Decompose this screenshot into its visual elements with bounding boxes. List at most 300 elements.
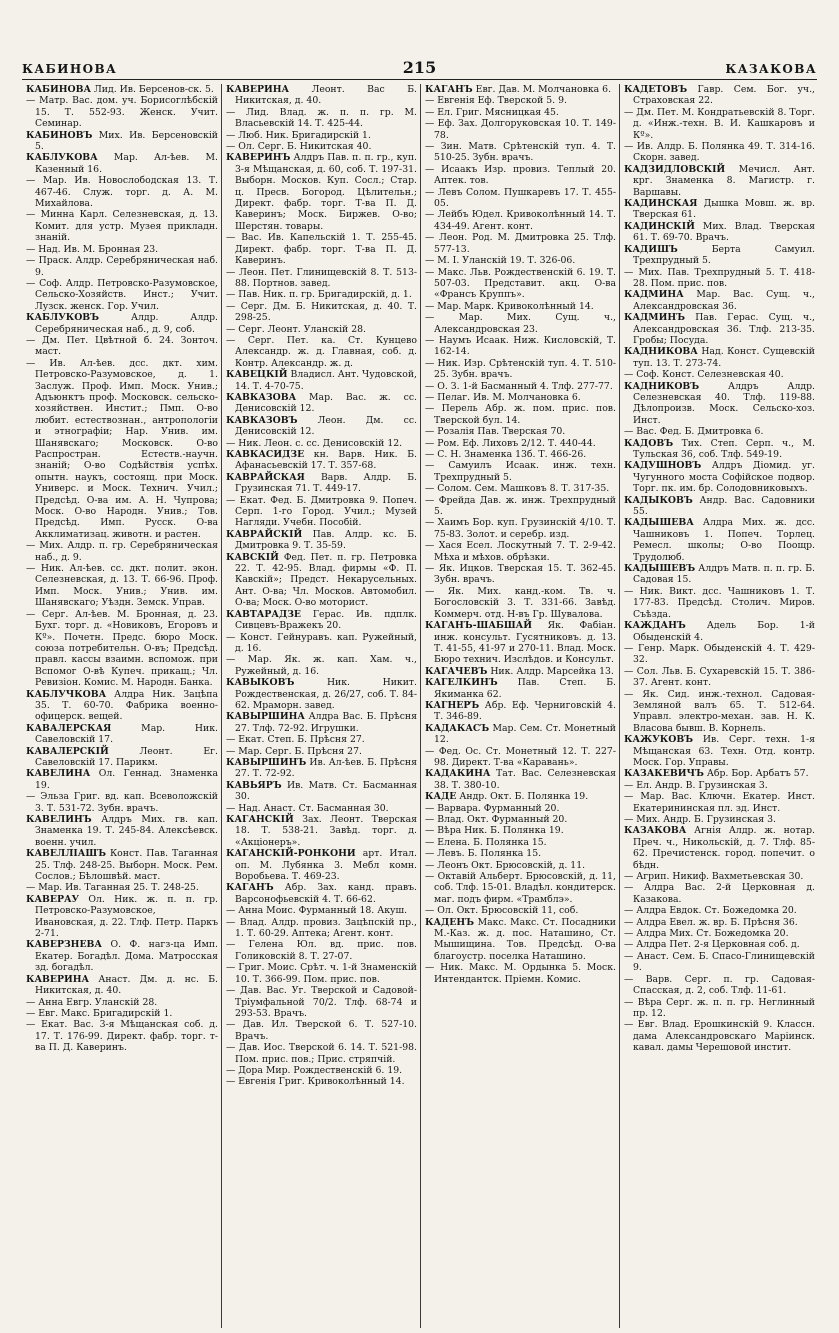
directory-entry bbox=[425, 403, 616, 426]
entry-surname: КАЖДАНЪ bbox=[624, 620, 686, 632]
entry-surname: КАВАЛЕРСКАЯ bbox=[26, 722, 112, 734]
directory-entry bbox=[624, 620, 815, 643]
entry-text: Зах. Леонт. Тверская 18. Т. 538-21. Завѣд. торг. д. «Акціонеръ». bbox=[235, 814, 417, 848]
directory-entry bbox=[26, 768, 218, 791]
directory-entry bbox=[425, 267, 616, 301]
entry-text: — Алдра Вас. 2-й Церковная д. Казакова. bbox=[624, 882, 815, 905]
entry-text: — Наумъ Исаак. Ниж. Кисловскій, Т. 162-14. bbox=[425, 334, 616, 358]
directory-entry bbox=[624, 871, 815, 882]
entry-surname: КАВТАРАДЗЕ bbox=[226, 608, 301, 620]
entry-surname: КАДАКАСЪ bbox=[425, 722, 490, 734]
directory-entry bbox=[226, 609, 417, 632]
entry-text: — Ел. Андр. В. Грузинская 3. bbox=[624, 779, 768, 791]
entry-text: Мар. Вас. Сущ. ч., Александровская 36. bbox=[633, 289, 815, 312]
entry-text: Алдра Ник. Зацѣпа 35. Т. 60-70. Фабрика военно-офицерск. вещей. bbox=[35, 688, 218, 723]
entry-surname: КАДНИКОВЪ bbox=[624, 380, 700, 392]
directory-entry bbox=[624, 312, 815, 346]
entry-text: Ив. Ал-ѣев. Б. Прѣсня 27. Т. 72-92. bbox=[235, 756, 417, 780]
directory-entry bbox=[624, 825, 815, 871]
entry-text: Абр. Еф. Черниговскій 4. Т. 346-89. bbox=[434, 699, 616, 723]
entry-text: Як. Фабіан. инж. консульт. Гусятниковъ. д. 13. Т. 41-55, 41-97 и 270-11. Влад. Моск. Бюро технич. Изслѣдов. и Консульт. bbox=[434, 620, 616, 666]
directory-entry bbox=[624, 198, 815, 221]
directory-entry bbox=[624, 780, 815, 791]
entry-text: О. Ф. нагз-ца Имп. Екатер. Богадѣл. Дома. Матросская зд. богадѣл. bbox=[35, 939, 218, 974]
entry-surname: КАВЕЦКІЙ bbox=[226, 369, 288, 381]
entry-text: — Елена. Б. Полянка 15. bbox=[425, 836, 547, 848]
entry-text: — Хася Есел. Лоскутный 7. Т. 2-9-42. Мѣха и мѣхов. обрѣзки. bbox=[425, 540, 616, 563]
entry-text: — Дм. Пет. Цвѣтной б. 24. Зонточ. маст. bbox=[26, 334, 218, 358]
directory-entry bbox=[226, 814, 417, 848]
directory-entry bbox=[226, 438, 417, 449]
entry-text: Алдръ Алдр. Селезневская 40. Тлф. 119-88. Дѣлопроизв. Моск. Сельско-хоз. Инст. bbox=[633, 380, 815, 426]
entry-text: — Анаст. Сем. Б. Спасо-Глинищевскій 9. bbox=[624, 950, 815, 974]
directory-entry bbox=[226, 757, 417, 780]
entry-surname: КАДМИНЪ bbox=[624, 312, 686, 324]
directory-entry bbox=[624, 107, 815, 141]
directory-entry bbox=[226, 746, 417, 757]
entry-surname: КАГАНСКІЙ-РОНКОНИ bbox=[226, 848, 356, 860]
entry-text: Евг. Дав. М. Молчановка 6. bbox=[472, 84, 612, 95]
directory-entry bbox=[624, 267, 815, 290]
entry-text: — Серг. Дм. Б. Никитская, д. 40. Т. 298-25. bbox=[226, 300, 417, 324]
entry-text: — Лейбъ Юдел. Кривоколѣнный 14. Т. 434-49. Агент. конт. bbox=[425, 209, 616, 232]
directory-entry bbox=[624, 141, 815, 164]
entry-text: Ник. Алдр. Марсейка 13. bbox=[487, 665, 614, 677]
directory-entry bbox=[425, 84, 616, 95]
entry-text: — Розалія Пав. Тверская 70. bbox=[425, 426, 566, 438]
directory-entry bbox=[26, 723, 218, 746]
directory-entry bbox=[226, 1042, 417, 1065]
directory-entry bbox=[425, 860, 616, 871]
directory-entry bbox=[26, 1019, 218, 1053]
directory-entry bbox=[425, 209, 616, 232]
directory-entry bbox=[226, 107, 417, 130]
directory-entry bbox=[26, 1008, 218, 1019]
entry-text: — Вѣра Ник. Б. Полянка 19. bbox=[425, 825, 564, 837]
directory-entry bbox=[425, 118, 616, 141]
column-2 bbox=[221, 84, 420, 1328]
directory-entry bbox=[226, 882, 417, 905]
entry-surname: КАГАЧЕВЪ bbox=[425, 665, 488, 677]
entry-text: — Серг. Ал-ѣев. М. Бронная, д. 23. Бухг. торг. д. «Новиковъ, Егоровъ и Кº». Почетн. Предс. бюро Моск. союза потребительн. О-въ; Предсѣд. правл. кассы взаимн. вспомож. при Вспомог О-вѣ Купеч. прикащ.; Чл. Ревизіон. Комис. М. Народн. Банка. bbox=[26, 608, 218, 689]
header-first-entry: КАБИНОВА bbox=[22, 62, 118, 76]
entry-text: — Леонъ Окт. Брюсовскій, д. 11. bbox=[425, 859, 586, 871]
directory-entry bbox=[425, 426, 616, 437]
entry-text: — Екат. Фед. Б. Дмитровка 9. Попеч. Серп. 1-го Город. Учил.; Музей Нагляди. Учебн. Пособій. bbox=[226, 494, 417, 529]
header-last-entry: КАЗАКОВА bbox=[725, 62, 817, 76]
directory-entry bbox=[425, 141, 616, 164]
directory-entry bbox=[425, 723, 616, 746]
entry-text: — Алдра Пет. 2-я Церковная соб. д. bbox=[624, 939, 800, 951]
column-4 bbox=[619, 84, 818, 1328]
directory-entry bbox=[226, 734, 417, 745]
entry-surname: КАДЫШЕВЪ bbox=[624, 563, 696, 575]
entry-text: — Лид. Влад. ж. п. п. гр. М. Власьевскій 14. Т. 425-44. bbox=[226, 106, 417, 130]
entry-surname: КАВРАЙСКІЙ bbox=[226, 528, 303, 540]
directory-entry bbox=[26, 791, 218, 814]
entry-text: Алдръ Матв. п. п. гр. Б. Садовая 15. bbox=[633, 563, 815, 586]
entry-text: — Евгенія Григ. Кривоколѣнный 14. bbox=[226, 1076, 405, 1088]
directory-entry bbox=[226, 803, 417, 814]
directory-entry bbox=[624, 928, 815, 939]
directory-entry bbox=[226, 289, 417, 300]
directory-entry bbox=[624, 951, 815, 974]
entry-text: — Влад. Окт. Фурманный 20. bbox=[425, 814, 568, 825]
directory-entry bbox=[26, 894, 218, 940]
directory-entry bbox=[425, 666, 616, 677]
entry-text: Фед. Пет. п. гр. Петровка 22. Т. 42-95. Влад. фирмы «Ф. П. Кавскій»; Предст. Некарусельных. Ант. О-ва; Чл. Москов. Автомобил. О-ва; Моск. О-во моторист. bbox=[235, 551, 417, 609]
header-rule bbox=[22, 79, 817, 80]
entry-text: — Як. Мих. канд.-ком. Тв. ч. Богословскій 3. Т. 331-66. Завѣд. Коммерч. отд. Н-въ Гр. Шувалова. bbox=[425, 585, 616, 620]
directory-entry bbox=[226, 905, 417, 916]
directory-entry bbox=[226, 654, 417, 677]
entry-surname: КАВЕЛИНА bbox=[26, 768, 91, 780]
entry-surname: КАВЕРИНА bbox=[226, 84, 290, 95]
entry-text: — Екат. Степ. Б. Прѣсня 27. bbox=[226, 734, 365, 746]
entry-surname: КАВЕРАУ bbox=[26, 893, 80, 905]
entry-text: Гавр. Сем. Бог. уч., Страховская 22. bbox=[633, 84, 815, 107]
entry-text: Алдра Вас. Б. Прѣсня 27. Тлф. 72-92. Игрушки. bbox=[235, 711, 417, 734]
directory-entry bbox=[226, 495, 417, 529]
entry-text: Леон. Дм. сс. Денисовскій 12. bbox=[235, 414, 417, 438]
directory-entry bbox=[425, 917, 616, 963]
entry-text: — Агрип. Никиф. Вахметьевская 30. bbox=[624, 871, 804, 883]
directory-entry bbox=[226, 1065, 417, 1076]
entry-text: — Алдра Мих. Ст. Божедомка 20. bbox=[624, 928, 789, 940]
entry-text: — Вѣра Серг. ж. п. п. гр. Неглинный пр. 12. bbox=[624, 996, 815, 1019]
entry-text: Варв. Алдр. Б. Грузинская 71. Т. 449-17. bbox=[235, 471, 417, 495]
directory-entry bbox=[425, 563, 616, 586]
directory-entry bbox=[624, 643, 815, 666]
directory-entry bbox=[425, 255, 616, 266]
directory-entry bbox=[226, 324, 417, 335]
entry-text: — Мар. Ив. Новослободская 13. Т. 467-46. Служ. торг. д. А. М. Михайлова. bbox=[26, 175, 218, 210]
directory-entry bbox=[425, 791, 616, 802]
entry-surname: КАВРАЙСКАЯ bbox=[226, 471, 305, 483]
directory-entry bbox=[624, 905, 815, 916]
entry-text: Алдра Мих. ж. дсс. Чашниковъ 1. Попеч. Торлец. Ремесл. школы; О-во Поощр. Трудолюб. bbox=[633, 517, 815, 563]
entry-text: Берта Самуил. Трехпрудный 5. bbox=[633, 243, 815, 267]
entry-text: Агнія Алдр. ж. нотар. Преч. ч., Никольскій, д. 7. Тлф. 85-62. Пречистенск. город. попечит. о бѣдн. bbox=[633, 825, 815, 871]
directory-entry bbox=[624, 689, 815, 735]
entry-text: Леонт. Вас Б. Никитская, д. 40. bbox=[235, 84, 417, 107]
directory-entry bbox=[425, 107, 616, 118]
entry-text: Андр. Окт. Б. Полянка 19. bbox=[456, 791, 589, 803]
entry-text: Абр. Зах. канд. правъ. Варсонофьевскій 4. Т. 66-62. bbox=[235, 882, 417, 905]
directory-entry bbox=[624, 164, 815, 198]
entry-text: — Мар. Мих. Сущ. ч., Александровская 23. bbox=[425, 312, 616, 335]
entry-text: кн. Варв. Ник. Б. Афанасьевскій 17. Т. 357-68. bbox=[235, 449, 417, 472]
entry-surname: КАДЗИДЛОВСКІЙ bbox=[624, 163, 726, 175]
directory-entry bbox=[624, 917, 815, 928]
directory-entry bbox=[226, 84, 417, 107]
entry-text: Пав. Герас. Сущ. ч., Александровская 36. Тлф. 213-35. Гробы; Посуда. bbox=[633, 312, 815, 346]
directory-entry bbox=[624, 882, 815, 905]
entry-text: — Соф. Алдр. Петровско-Разумовское, Сельско-Хозяйств. Инст.; Учит. Лузск. женск. Гор. Учил. bbox=[26, 277, 218, 312]
entry-text: — Евгенія Еф. Тверской 5. 9. bbox=[425, 95, 567, 107]
entry-text: — Самуилъ Исаак. инж. техн. Трехпрудный 5. bbox=[425, 460, 616, 483]
entry-text: — Дора Мир. Рождественскій 6. 19. bbox=[226, 1064, 403, 1076]
entry-text: — Алдра Евел. ж. вр. Б. Прѣсня 36. bbox=[624, 916, 798, 928]
entry-surname: КАВСКІЙ bbox=[226, 551, 279, 563]
directory-entry bbox=[226, 301, 417, 324]
directory-entry bbox=[26, 689, 218, 723]
directory-entry bbox=[226, 780, 417, 803]
entry-surname: КАВКАСИДЗЕ bbox=[226, 449, 305, 460]
entry-text: Алдръ Діомид. уг. Чугунного моста Софійское подвор. Торг. пк. им. бр. Солодовниковыхъ. bbox=[633, 460, 815, 495]
entry-text: — Мар. Вас. Ключн. Екатер. Инст. Екатерининская пл. зд. Инст. bbox=[624, 791, 815, 814]
directory-entry bbox=[26, 278, 218, 312]
entry-text: — Пав. Ник. п. гр. Бригадирскій, д. 1. bbox=[226, 289, 412, 301]
entry-text: — Праск. Алдр. Серебряническая наб. 9. bbox=[26, 255, 218, 278]
entry-text: Ив. Серг. техн. 1-я Мѣщанская 63. Техн. Отд. контр. Моск. Гор. Управы. bbox=[633, 734, 815, 768]
directory-entry bbox=[26, 563, 218, 609]
directory-entry bbox=[425, 905, 616, 916]
entry-text: Ник. Никит. Рождественская, д. 26/27, соб. Т. 84-62. Мраморн. завед. bbox=[235, 677, 417, 711]
directory-entry bbox=[624, 997, 815, 1020]
directory-entry bbox=[226, 335, 417, 369]
entry-text: — Ник. Ал-ѣев. сс. дкт. полит. экон. Селезневская, д. 13. Т. 66-96. Проф. Имп. Моск. Унив.; Унив. им. Шанявскаго; Уѣздн. Земск. Управ. bbox=[26, 563, 218, 609]
entry-text: — Влад. Алдр. провиз. Зацѣпскій пр., 1. Т. 60-29. Аптека; Агент. конт. bbox=[226, 916, 417, 940]
entry-surname: КАДЫКОВЪ bbox=[624, 494, 693, 506]
entry-surname: КАВЬЯРЪ bbox=[226, 779, 282, 791]
directory-entry bbox=[226, 1019, 417, 1042]
entry-text: — Мих. Алдр. п. гр. Серебряническая наб., д. 9. bbox=[26, 540, 218, 563]
entry-surname: КАДМИНА bbox=[624, 289, 684, 301]
directory-entry bbox=[425, 312, 616, 335]
entry-text: — Дм. Пет. М. Кондратьевскій 8. Торг. д. «Инж.-техн. В. И. Кашкаровъ и Кº». bbox=[624, 106, 815, 141]
directory-entry bbox=[425, 495, 616, 518]
entry-text: — Эльза Григ. вд. кап. Всеволожскій 3. Т. 531-72. Зубн. врачъ. bbox=[26, 791, 218, 814]
entry-text: — Ник. Макс. М. Ордынка 5. Моск. Интендантск. Пріемн. Комис. bbox=[425, 962, 616, 985]
directory-entry bbox=[26, 244, 218, 255]
directory-entry bbox=[425, 871, 616, 905]
directory-entry bbox=[425, 164, 616, 187]
entry-text: Ол. Геннад. Знаменка 19. bbox=[35, 768, 218, 791]
directory-entry bbox=[26, 312, 218, 335]
entry-text: — Ник. Изр. Срѣтенскій туп. 4. Т. 510-25. Зубн. врачъ. bbox=[425, 357, 616, 381]
entry-surname: КАДИНСКАЯ bbox=[624, 198, 698, 210]
entry-surname: КАВАЛЕРСКІЙ bbox=[26, 745, 109, 757]
entry-surname: КАВКАЗОВА bbox=[226, 391, 297, 403]
directory-entry bbox=[26, 84, 218, 95]
entry-text: — Григ. Моис. Срѣт. ч. 1-й Знаменскій 10. Т. 366-99. Пом. прис. пов. bbox=[226, 962, 417, 985]
entry-text: — Вас. Фед. Б. Дмитровка 6. bbox=[624, 426, 764, 438]
directory-entry bbox=[226, 711, 417, 734]
entry-text: — Матр. Вас. дом. уч. Борисоглѣбскій 15. Т. 552-93. Женск. Учит. Семинар. bbox=[26, 95, 218, 130]
directory-entry bbox=[425, 460, 616, 483]
entry-surname: КАВКАЗОВЪ bbox=[226, 414, 298, 426]
directory-entry bbox=[624, 460, 815, 494]
directory-entry bbox=[624, 666, 815, 689]
entry-text: — Серг. Пет. ка. Ст. Кунцево Александр. ж. д. Главная, соб. д. Контр. Александр. ж. д. bbox=[226, 334, 417, 369]
directory-entry bbox=[26, 882, 218, 893]
entry-surname: КАГАНЪ-ШАБШАЙ bbox=[425, 620, 533, 632]
entry-text: — Над. Ив. М. Бронная 23. bbox=[26, 243, 159, 255]
entry-surname: КАДНИКОВА bbox=[624, 346, 698, 358]
entry-text: Мар. Вас. ж. сс. Денисовскій 12. bbox=[235, 391, 417, 415]
directory-entry bbox=[26, 130, 218, 153]
entry-text: Андр. Вас. Садовники 55. bbox=[633, 494, 815, 518]
directory-entry bbox=[26, 335, 218, 358]
directory-entry bbox=[226, 449, 417, 472]
entry-text: — Дав. Вас. Уг. Тверской и Садовой-Тріумфальной 70/2. Тлф. 68-74 и 293-53. Врачъ. bbox=[226, 985, 417, 1019]
entry-text: Владисл. Ант. Чудовской, 14. Т. 4-70-75. bbox=[235, 369, 417, 392]
directory-entry bbox=[425, 746, 616, 769]
entry-text: — Над. Анаст. Ст. Басманная 30. bbox=[226, 802, 389, 814]
entry-surname: КАВЕЛЛІАШЪ bbox=[26, 848, 107, 860]
directory-entry bbox=[226, 848, 417, 882]
entry-text: Тих. Степ. Серп. ч., М. Тульская 36, соб. Тлф. 549-19. bbox=[633, 437, 815, 460]
directory-entry bbox=[226, 232, 417, 266]
directory-entry bbox=[226, 1076, 417, 1087]
entry-text: — Серг. Леонт. Уланскій 28. bbox=[226, 323, 366, 335]
directory-entry bbox=[624, 346, 815, 369]
entry-text: — Ел. Григ. Мясницкая 45. bbox=[425, 106, 559, 118]
directory-entry bbox=[624, 244, 815, 267]
directory-entry bbox=[425, 620, 616, 666]
directory-entry bbox=[226, 267, 417, 290]
directory-entry bbox=[226, 415, 417, 438]
entry-text: — Исаакъ Изр. провиз. Теплый 20. Аптек. тов. bbox=[425, 163, 616, 187]
directory-entry bbox=[226, 962, 417, 985]
entry-surname: КАДЕНЪ bbox=[425, 916, 475, 928]
entry-surname: КАДУШНОВЪ bbox=[624, 460, 702, 472]
column-1 bbox=[22, 84, 221, 1328]
entry-surname: КАЗАКЕВИЧЪ bbox=[624, 768, 704, 780]
directory-entry bbox=[425, 95, 616, 106]
directory-entry bbox=[425, 848, 616, 859]
entry-text: — Ник. Викт. дсс. Чашниковъ 1. Т. 177-83. Предсѣд. Столич. Миров. Съѣзда. bbox=[624, 585, 815, 620]
entry-text: Мих. Влад. Тверская 61. Т. 69-70. Врачъ. bbox=[633, 220, 815, 244]
directory-entry bbox=[226, 369, 417, 392]
directory-entry bbox=[425, 837, 616, 848]
directory-entry bbox=[226, 152, 417, 232]
entry-surname: КАВЫРШИНЪ bbox=[226, 756, 307, 768]
entry-text: — Еф. Зах. Долгоруковская 10. Т. 149-78. bbox=[425, 118, 616, 141]
entry-text: — Фрейда Дав. ж. инж. Трехпрудный 5. bbox=[425, 494, 616, 518]
entry-text: — С. Н. Знаменка 13б. Т. 466-26. bbox=[425, 449, 587, 460]
entry-text: — Гелена Юл. вд. прис. пов. Голиковскій 8. Т. 27-07. bbox=[226, 939, 417, 962]
entry-text: — Макс. Льв. Рождественскій 6. 19. Т. 507-03. Представит. акц. О-ва «Франсъ Круппъ». bbox=[425, 266, 616, 301]
entry-text: — Мар. Серг. Б. Прѣсня 27. bbox=[226, 745, 362, 757]
directory-entry bbox=[26, 848, 218, 882]
directory-entry bbox=[26, 939, 218, 973]
entry-text: — Алдра Евдок. Ст. Божедомка 20. bbox=[624, 905, 797, 917]
entry-surname: КАВЫРШИНА bbox=[226, 711, 305, 723]
entry-text: — Мих. Пав. Трехпрудный 5. Т. 418-28. Пом. прис. пов. bbox=[624, 266, 815, 289]
entry-text: — Минна Карл. Селезневская, д. 13. Комит. для устр. Музея прикладн. знаній. bbox=[26, 209, 218, 244]
directory-entry bbox=[26, 814, 218, 848]
entry-text: — Як. Сид. инж.-технол. Садовая-Земляной валъ 65. Т. 512-64. Управл. электро-механ. зав. Н. К. Власова бывш. В. Корнель. bbox=[624, 688, 815, 734]
directory-entry bbox=[226, 917, 417, 940]
entry-text: Лид. Ив. Берсенов-ск. 5. bbox=[91, 84, 214, 95]
directory-entry bbox=[624, 563, 815, 586]
entry-text: — Мар. Марк. Кривоколѣнный 14. bbox=[425, 300, 594, 312]
directory-entry bbox=[425, 803, 616, 814]
entry-surname: КАДЫШЕВА bbox=[624, 517, 694, 529]
column-3 bbox=[420, 84, 619, 1328]
directory-entry bbox=[624, 791, 815, 814]
directory-entry bbox=[26, 358, 218, 541]
entry-text: — Ив. Ал-ѣев. дсс. дкт. хим. Петровско-Разумовское, д. 1. Заслуж. Проф. Имп. Моск. Унив.; Адъюнктъ проф. Московск. сельско-хозяйствен. Инстит.; Пмп. О-во любит. естествознан., антропологіи и этнографіи; Нар. Унив. им. Шанявскаго; Московск. О-во Распростран. Естеств.-научн. знаній; О-во Содѣйствія успѣх. опытн. наукъ, состоящ. при Моск. Универс. и Моск. Технич. Учил.; Предсѣд. О-ва им. А. Н. Чупрова; Моск. О-во Народн. Унив.; Тов. Предсѣд. Имп. Русск. О-ва Акклиматизац. животн. и растен. bbox=[26, 357, 218, 540]
entry-text: — Вас. Ив. Капельскій 1. Т. 255-45. Директ. фабр. торг. Т-ва П. Д. Каверинъ. bbox=[226, 232, 417, 267]
directory-entry bbox=[425, 392, 616, 403]
directory-entry bbox=[624, 768, 815, 779]
directory-entry bbox=[624, 517, 815, 563]
directory-entry bbox=[624, 734, 815, 768]
entry-text: Мар. Сем. Ст. Монетный 12. bbox=[434, 722, 616, 746]
entry-text: Леонт. Ег. Савеловскій 17. Парикм. bbox=[35, 745, 218, 768]
directory-entry bbox=[226, 985, 417, 1019]
directory-entry bbox=[624, 84, 815, 107]
entry-text: — Левъ Солом. Пушкаревъ 17. Т. 455-05. bbox=[425, 186, 616, 210]
directory-entry bbox=[425, 187, 616, 210]
entry-surname: КАБИНОВА bbox=[26, 84, 92, 95]
entry-text: Тат. Вас. Селезневская 38. Т. 380-10. bbox=[434, 768, 616, 791]
entry-surname: КАВЕРИНА bbox=[26, 973, 90, 985]
entry-text: Мих. Ив. Берсеновскій 5. bbox=[35, 129, 218, 153]
directory-entry bbox=[425, 232, 616, 255]
entry-text: Пав. Степ. Б. Якиманка 62. bbox=[434, 677, 616, 700]
directory-entry bbox=[425, 677, 616, 700]
entry-text: — М. І. Уланскій 19. Т. 326-06. bbox=[425, 255, 576, 267]
directory-entry bbox=[26, 974, 218, 997]
directory-entry bbox=[226, 677, 417, 711]
directory-entry bbox=[425, 381, 616, 392]
entry-text: — Анна Моис. Фурманный 18. Акуш. bbox=[226, 905, 408, 917]
entry-text: — Екат. Вас. 3-я Мѣщанская соб. д. 17. Т. 176-99. Директ. фабр. торг. т-ва П. Д. Каверинъ. bbox=[26, 1019, 218, 1054]
directory-entry bbox=[226, 529, 417, 552]
directory-entry bbox=[425, 517, 616, 540]
entry-text: — Ник. Леон. с. сс. Денисовскій 12. bbox=[226, 437, 403, 449]
entry-text: — Дав. Иос. Тверской 6. 14. Т. 521-98. Пом. прис. пов.; Прис. стряпчій. bbox=[226, 1042, 417, 1065]
entry-text: — Пелаг. Ив. М. Молчановка 6. bbox=[425, 391, 581, 403]
entry-text: Герас. Ив. пдплк. Сивцевъ-Вражекъ 20. bbox=[235, 608, 417, 632]
entry-text: — Люб. Ник. Бригадирскій 1. bbox=[226, 129, 371, 141]
entry-text: Конст. Пав. Таганная 25. Тлф. 248-25. Выборн. Моск. Рем. Сослов.; Бѣлошвѣй. маст. bbox=[35, 848, 218, 883]
entry-text: Ив. Матв. Ст. Басманная 30. bbox=[235, 779, 417, 803]
entry-surname: КАВЕРЗНЕВА bbox=[26, 939, 102, 951]
directory-entry bbox=[624, 586, 815, 620]
entry-text: — Ром. Еф. Лиховъ 2/12. Т. 440-44. bbox=[425, 437, 596, 449]
directory-entry bbox=[425, 449, 616, 460]
directory-entry bbox=[425, 814, 616, 825]
directory-entry bbox=[226, 472, 417, 495]
entry-text: Адель Бор. 1-й Обыденскій 4. bbox=[633, 620, 815, 643]
entry-text: Ол. Ник. ж. п. п. гр. Петровско-Разумовское, Ивановская, д. 22. Тлф. Петр. Паркъ 2-71. bbox=[35, 893, 218, 940]
entry-text: — Октавій Альберт. Брюсовскій, д. 11, соб. Тлф. 15-01. Владѣл. кондитерск. маг. подъ фирм. «Трамблэ». bbox=[425, 871, 616, 905]
entry-surname: КАДЕ bbox=[425, 791, 457, 803]
entry-surname: КАВЕРИНЪ bbox=[226, 152, 291, 164]
running-header bbox=[22, 58, 817, 80]
entry-text: Алдръ Мих. гв. кап. Знаменка 19. Т. 245-84. Алексѣевск. военн. учил. bbox=[35, 814, 218, 848]
entry-text: — Сол. Льв. Б. Сухаревскій 15. Т. 386-37. Агент. конт. bbox=[624, 665, 815, 689]
directory-entry bbox=[26, 152, 218, 175]
entry-surname: КАВЫКОВЪ bbox=[226, 677, 295, 689]
entry-surname: КАГЕЛКИНЪ bbox=[425, 677, 498, 689]
directory-entry bbox=[26, 997, 218, 1008]
directory-entry bbox=[425, 825, 616, 836]
directory-entry bbox=[226, 130, 417, 141]
entry-surname: КАБЛУКОВЪ bbox=[26, 312, 100, 324]
directory-entry bbox=[26, 209, 218, 243]
entry-text: — Хаимъ Бор. куп. Грузинскій 4/10. Т. 75-83. Золот. и серебр. изд. bbox=[425, 517, 616, 540]
entry-surname: КАВЕЛИНЪ bbox=[26, 814, 92, 825]
entry-text: — Ол. Окт. Брюсовскій 11, соб. bbox=[425, 905, 579, 917]
directory-entry bbox=[26, 609, 218, 689]
directory-entry bbox=[226, 939, 417, 962]
